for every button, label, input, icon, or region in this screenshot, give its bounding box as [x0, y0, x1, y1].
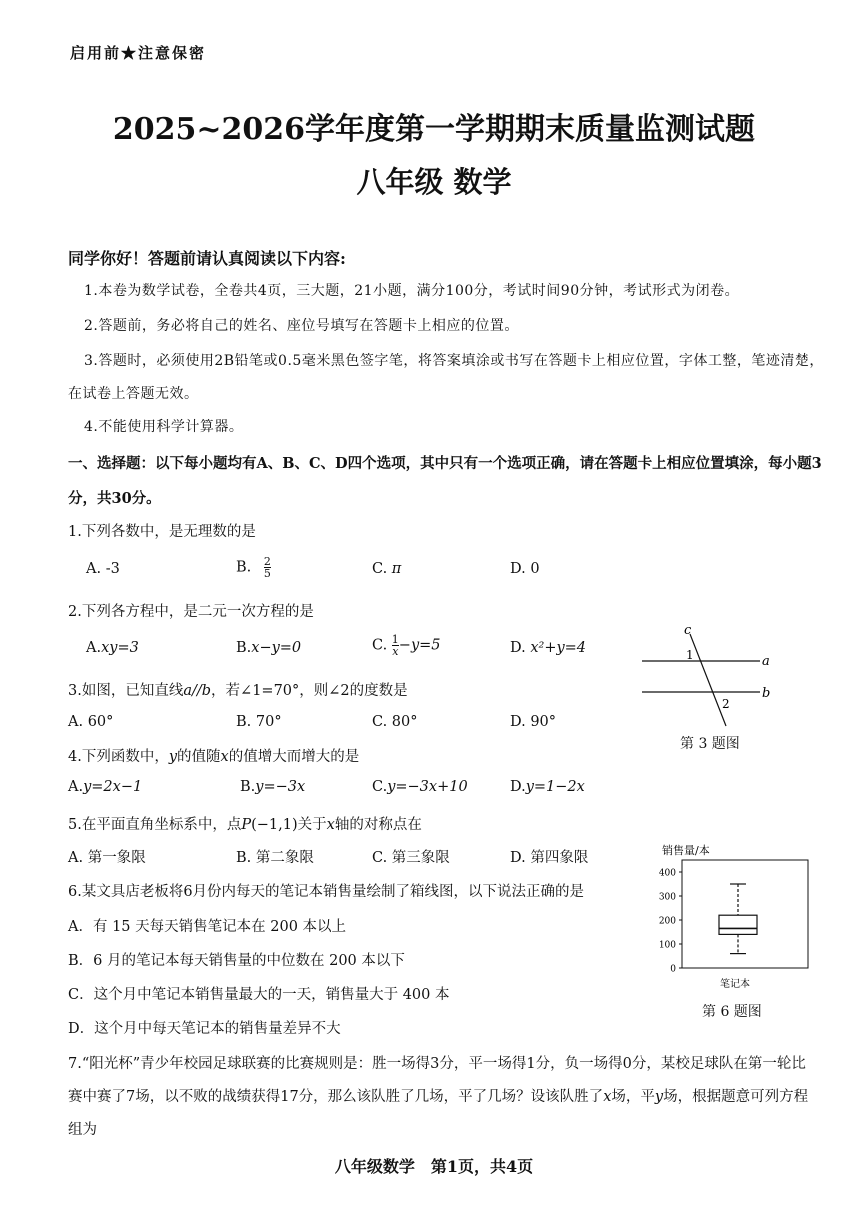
- q7-line3: 组为: [68, 1122, 97, 1138]
- boxplot-xlabel: 笔记本: [720, 979, 750, 990]
- figure-3-caption: 第 3 题图: [680, 736, 740, 752]
- page-footer: 八年级数学 第1页，共4页: [334, 1157, 534, 1176]
- q4-option-d: D.y=1−2x: [510, 779, 585, 795]
- q1-option-b: B. $\frac{2}{5}$: [236, 555, 271, 580]
- q1-option-a: A. -3: [86, 561, 120, 577]
- fig3-label-b: b: [762, 686, 771, 701]
- boxplot-frame: [682, 860, 808, 968]
- q4-stem: 4.下列函数中，y的值随x的值增大而增大的是: [68, 749, 360, 765]
- q6-option-c: C．这个月中笔记本销售量最大的一天，销售量大于 400 本: [68, 987, 450, 1003]
- boxplot-box: [719, 915, 757, 934]
- q3-option-d: D. 90°: [510, 714, 557, 730]
- fig3-label-c: c: [684, 623, 692, 638]
- q1-option-d: D. 0: [510, 561, 540, 577]
- q6-option-b: B．6 月的笔记本每天销售量的中位数在 200 本以下: [68, 953, 405, 969]
- instruction-item: 2.答题前，务必将自己的姓名、座位号填写在答题卡上相应的位置。: [84, 318, 519, 334]
- q5-option-c: C. 第三象限: [372, 850, 450, 866]
- q5-stem: 5.在平面直角坐标系中，点P(−1,1)关于x轴的对称点在: [68, 817, 422, 833]
- q4-option-c: C.y=−3x+10: [372, 779, 468, 795]
- figure-6-boxplot: [648, 842, 818, 990]
- q7-line1: 7.“阳光杯”青少年校园足球联赛的比赛规则是：胜一场得3分，平一场得1分，负一场得0分，某校足球队在第一轮比: [68, 1056, 806, 1072]
- section1-heading: 一、选择题：以下每小题均有A、B、C、D四个选项，其中只有一个选项正确，请在答题卡上相应位置填涂，每小题3: [68, 455, 822, 472]
- fig3-label-a: a: [762, 654, 770, 669]
- boxplot-tick-label: 200: [658, 916, 676, 927]
- exam-subtitle: 八年级 数学: [356, 165, 512, 199]
- q3-option-a: A. 60°: [68, 714, 114, 730]
- q2-option-a: A.xy=3: [86, 640, 139, 656]
- instruction-item: 3.答题时，必须使用2B铅笔或0.5毫米黑色签字笔，将答案填涂或书写在答题卡上相应位置，字体工整，笔迹清楚，: [84, 353, 824, 369]
- q1-option-c: C. π: [372, 561, 402, 577]
- fig3-label-angle2: 2: [722, 697, 730, 711]
- q2-option-c: C. $\frac{1}{x}$ −y=5: [372, 633, 441, 658]
- instruction-item: 1.本卷为数学试卷，全卷共4页，三大题，21小题，满分100分，考试时间90分钟，考试形式为闭卷。: [84, 283, 740, 299]
- q5-option-b: B. 第二象限: [236, 850, 314, 866]
- q2-option-b: B.x−y=0: [236, 640, 302, 656]
- q4-option-a: A.y=2x−1: [68, 779, 143, 795]
- boxplot-tick-label: 300: [658, 892, 676, 903]
- confidential-label: 启用前★注意保密: [70, 44, 207, 62]
- q5-option-a: A. 第一象限: [68, 850, 146, 866]
- q7-line2: 赛中赛了7场，以不败的战绩获得17分，那么该队胜了几场，平了几场？设该队胜了x场，平y场，根据题意可列方程: [68, 1089, 809, 1105]
- q3-option-b: B. 70°: [236, 714, 282, 730]
- q5-option-d: D. 第四象限: [510, 850, 589, 866]
- q6-option-d: D．这个月中每天笔记本的销售量差异不大: [68, 1021, 341, 1037]
- boxplot-ylabel: 销售量/本: [662, 844, 710, 857]
- boxplot-tick-label: 0: [670, 964, 676, 975]
- figure-6-caption: 第 6 题图: [702, 1004, 762, 1020]
- q3-option-c: C. 80°: [372, 714, 418, 730]
- section1-heading-cont: 分，共30分。: [68, 490, 161, 507]
- q2-stem: 2.下列各方程中，是二元一次方程的是: [68, 604, 314, 620]
- fig3-label-angle1: 1: [686, 648, 694, 662]
- instructions-greeting: 同学你好！答题前请认真阅读以下内容:: [68, 249, 346, 268]
- q6-option-a: A．有 15 天每天销售笔记本在 200 本以上: [68, 919, 347, 935]
- exam-title: 2025~2026学年度第一学期期末质量监测试题: [112, 112, 756, 147]
- q2-option-d: D. x²+y=4: [510, 640, 587, 656]
- figure-3-parallel-lines: [636, 620, 776, 740]
- boxplot-tick-label: 100: [658, 940, 676, 951]
- q6-stem: 6.某文具店老板将6月份内每天的笔记本销售量绘制了箱线图，以下说法正确的是: [68, 884, 585, 900]
- boxplot-tick-label: 400: [658, 868, 676, 879]
- instruction-item: 在试卷上答题无效。: [68, 386, 199, 402]
- q1-stem: 1.下列各数中，是无理数的是: [68, 524, 256, 540]
- q4-option-b: B.y=−3x: [240, 779, 306, 795]
- q3-stem: 3.如图，已知直线a//b，若∠1=70°，则∠2的度数是: [68, 683, 408, 699]
- instruction-item: 4.不能使用科学计算器。: [84, 419, 244, 435]
